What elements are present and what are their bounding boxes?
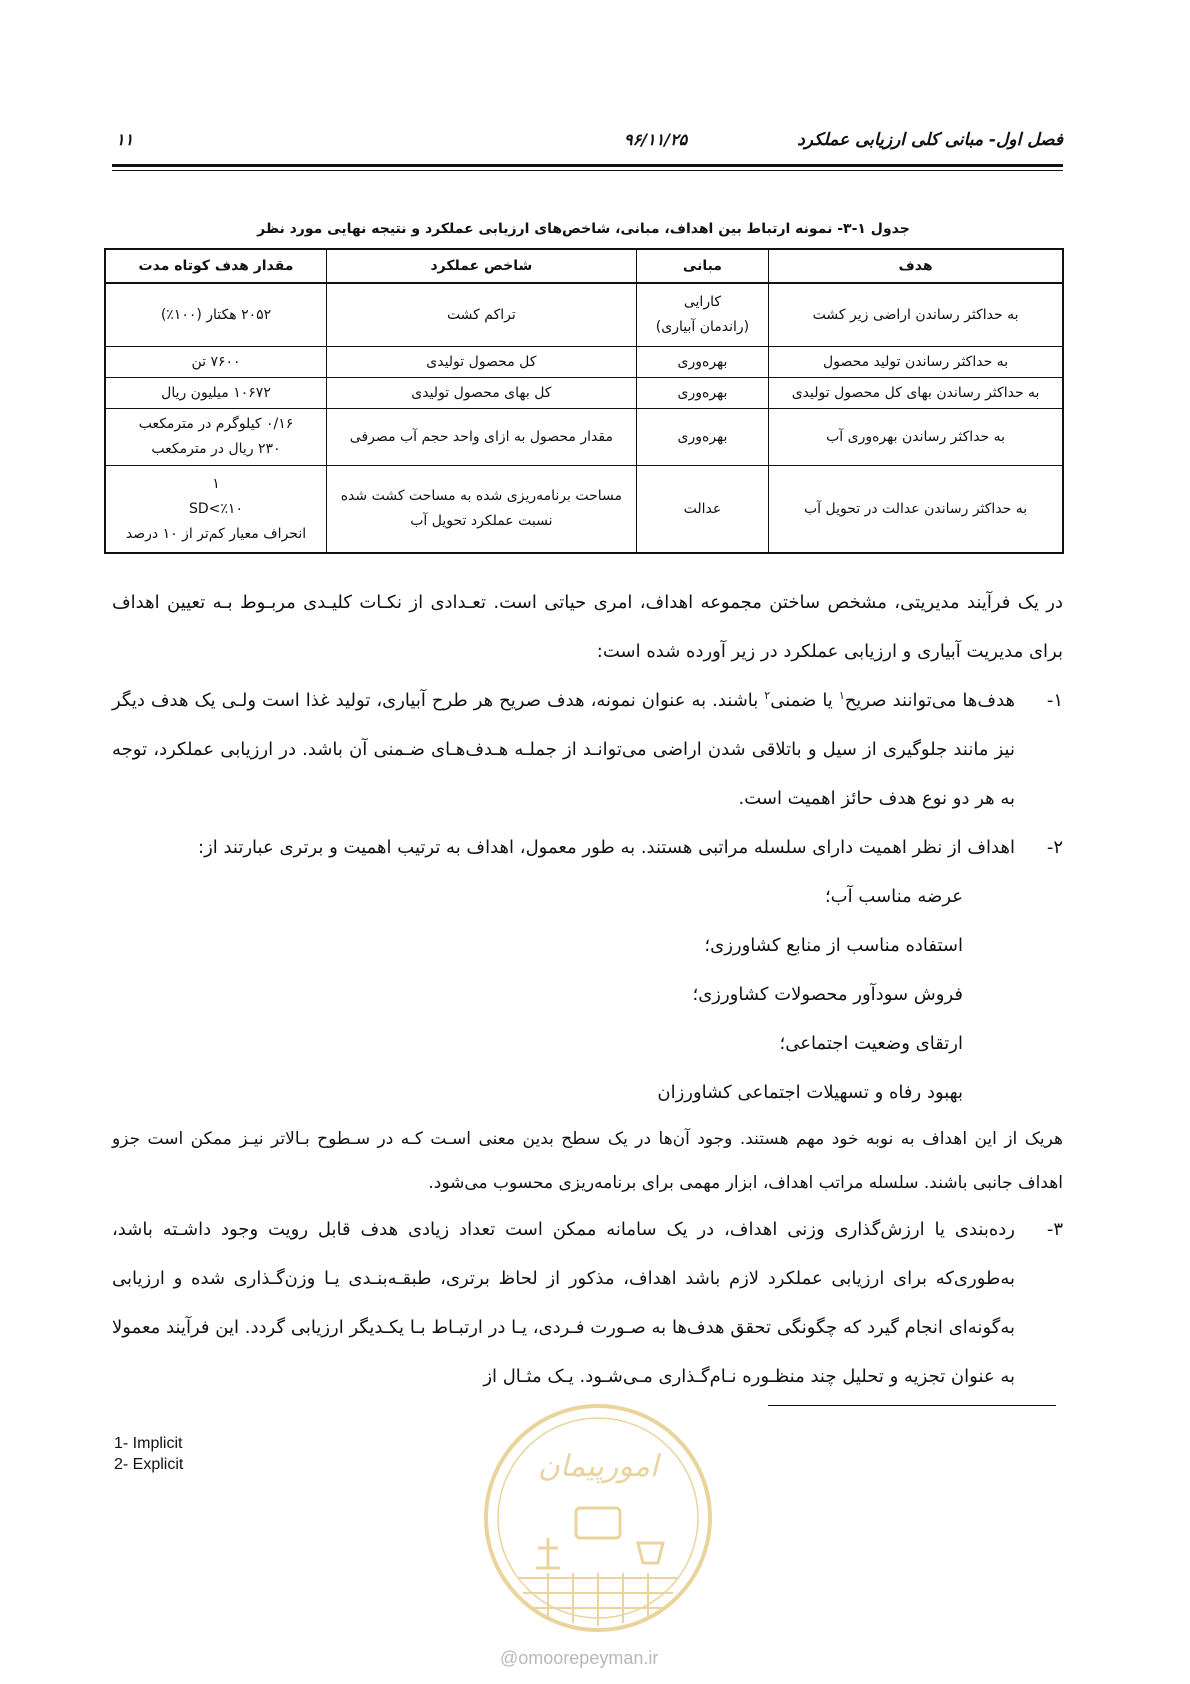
page-number: ۱۱: [116, 130, 134, 149]
table-header-row: [105, 249, 1063, 283]
cell-indicator: کل محصول تولیدی: [327, 347, 637, 378]
seal-text: امورپیمان: [537, 1449, 659, 1484]
header-rule-thick: [112, 164, 1063, 167]
cell-goal: به حداکثر رساندن بهره‌وری آب: [769, 409, 1063, 466]
header-date: ۹۶/۱۱/۲۵: [624, 130, 688, 149]
header-goal: هدف: [769, 249, 1063, 283]
cell-indicator: [327, 466, 637, 554]
table-row: [105, 466, 1063, 554]
cell-indicator-line: نسبت عملکرد تحویل آب: [410, 513, 553, 529]
list-item-3: [112, 1205, 1063, 1401]
cell-basis: بهره‌وری: [636, 409, 768, 466]
cell-target-line: انحراف معیار کم‌تر از ۱۰ درصد: [125, 525, 307, 542]
item-number: ۲-: [1046, 837, 1063, 858]
table-row: [105, 283, 1063, 347]
footnote-ref-1: ۱: [838, 689, 845, 702]
item-number: ۳-: [1046, 1219, 1063, 1240]
chapter-title: فصل اول- مبانی کلی ارزیابی عملکرد: [797, 130, 1063, 150]
cell-target: ۲۰۵۲ هکتار (۱۰۰٪): [105, 283, 327, 347]
cell-goal: به حداکثر رساندن اراضی زیر کشت: [769, 283, 1063, 347]
publisher-seal-icon: [478, 1398, 718, 1638]
watermark-site: @omoorepeyman.ir: [500, 1648, 659, 1668]
table-row: [105, 378, 1063, 409]
hierarchy-paragraph: هریک از این اهداف به نوبه خود مهم هستند. وجود آن‌ها در یک سطح بدین معنی اسـت کـه در سـطوح بـالاتر نیـز ممکن است جزو اهداف جانبی باشند. سلسله مراتب اهداف، ابزار مهمی برای برنامه‌ریزی محسوب می‌شود.: [112, 1129, 1063, 1193]
cell-goal: به حداکثر رساندن عدالت در تحویل آب: [769, 466, 1063, 554]
goal-list-item: ارتقای وضعیت اجتماعی؛: [779, 1033, 963, 1054]
cell-target-line: ۱: [212, 475, 220, 492]
table-caption: جدول ۱-۳- نمونه ارتباط بین اهداف، مبانی، شاخص‌های ارزیابی عملکرد و نتیجه نهایی مورد نظر: [257, 221, 910, 237]
cell-target-line: ۰/۱۶ کیلوگرم در مترمکعب: [138, 416, 294, 432]
cell-target: ۱۰۶۷۲ میلیون ریال: [105, 378, 327, 409]
cell-indicator-line: مساحت برنامه‌ریزی شده به مساحت کشت شده: [340, 488, 622, 504]
item-1-part-b: یا ضمنی: [770, 690, 839, 711]
cell-basis: عدالت: [636, 466, 768, 554]
header-target: مقدار هدف کوتاه مدت: [105, 249, 327, 283]
cell-target-line: ۲۳۰ ریال در مترمکعب: [151, 441, 281, 457]
item-1-text: [112, 676, 1015, 823]
intro-paragraph: در یک فرآیند مدیریتی، مشخص ساختن مجموعه اهداف، امری حیاتی است. تعـدادی از نکـات کلیـدی مربـوط بـه تعیین اهداف برای مدیریت آبیاری و ارزیابی عملکرد در زیر آورده شده است:: [112, 592, 1063, 662]
cell-target: [105, 466, 327, 554]
footnote-rule: [768, 1405, 1056, 1406]
header-indicator: شاخص عملکرد: [327, 249, 637, 283]
page-header: [112, 130, 1063, 154]
list-item-2: [112, 823, 1063, 872]
header-rule-thin: [112, 170, 1063, 171]
item-1-part-c: باشند. به عنوان نمونه، هدف صریح هر طرح آبیاری، تولید غذا است ولـی یک هدف دیگر نیز مانند جلوگیری از سیل و باتلاقی شدن اراضی می‌توانـد از جملـه هـدف‌هـای ضـمنی آن باشد. در ارزیابی عملکرد، توجه به هر دو نوع هدف حائز اهمیت است.: [112, 690, 1015, 809]
item-1-part-a: هدف‌ها می‌توانند صریح: [844, 690, 1016, 711]
footnote-2: 2- Explicit: [114, 1456, 184, 1473]
item-2-text: اهداف از نظر اهمیت دارای سلسله مراتبی هستند. به طور معمول، اهداف به ترتیب اهمیت و برتری عبارتند از:: [198, 837, 1015, 858]
goal-list-item: استفاده مناسب از منابع کشاورزی؛: [704, 935, 963, 956]
cell-target: ۷۶۰۰ تن: [105, 347, 327, 378]
footnote-ref-2: ۲: [764, 689, 771, 702]
cell-indicator: تراکم کشت: [327, 283, 637, 347]
list-item-1: [112, 676, 1063, 823]
item-number: ۱-: [1046, 690, 1063, 711]
cell-basis-line: کارایی: [683, 294, 722, 310]
goal-list-item: فروش سودآور محصولات کشاورزی؛: [692, 984, 963, 1005]
cell-basis: بهره‌وری: [636, 347, 768, 378]
cell-indicator: مقدار محصول به ازای واحد حجم آب مصرفی: [327, 409, 637, 466]
cell-basis-line: (راندمان آبیاری): [655, 319, 750, 335]
footnotes: [114, 1433, 183, 1475]
cell-basis: بهره‌وری: [636, 378, 768, 409]
cell-indicator: کل بهای محصول تولیدی: [327, 378, 637, 409]
cell-basis: [636, 283, 768, 347]
cell-target-line: SD<٪۱۰: [189, 500, 243, 517]
table-row: [105, 347, 1063, 378]
cell-target: [105, 409, 327, 466]
body-text: [112, 578, 1063, 1401]
table-row: [105, 409, 1063, 466]
cell-goal: به حداکثر رساندن تولید محصول: [769, 347, 1063, 378]
header-basis: مبانی: [636, 249, 768, 283]
goal-list-item: بهبود رفاه و تسهیلات اجتماعی کشاورزان: [657, 1082, 963, 1103]
performance-table: [104, 248, 1064, 554]
goal-list-item: عرضه مناسب آب؛: [824, 886, 963, 907]
item-3-text: رده‌بندی یا ارزش‌گذاری وزنی اهداف، در یک سامانه ممکن است تعداد زیادی هدف قابل رویت وجود داشـته باشد، به‌طوری‌که برای ارزیابی عملکرد لازم باشد اهداف، مذکور از لحاظ برتری، طبقـه‌بنـدی یـا وزن‌گـذاری شده و ارزیابی به‌گونه‌ای انجام گیرد که چگونگی تحقق هدف‌ها به صـورت فـردی، یـا در ارتبـاط بـا یکـدیگر ارزیابی گردد. این فرآیند معمولا به عنوان تجزیه و تحلیل چند منظـوره نـام‌گـذاری مـی‌شـود. یـک مثـال از: [112, 1219, 1015, 1387]
footnote-1: 1- Implicit: [114, 1435, 183, 1452]
cell-goal: به حداکثر رساندن بهای کل محصول تولیدی: [769, 378, 1063, 409]
